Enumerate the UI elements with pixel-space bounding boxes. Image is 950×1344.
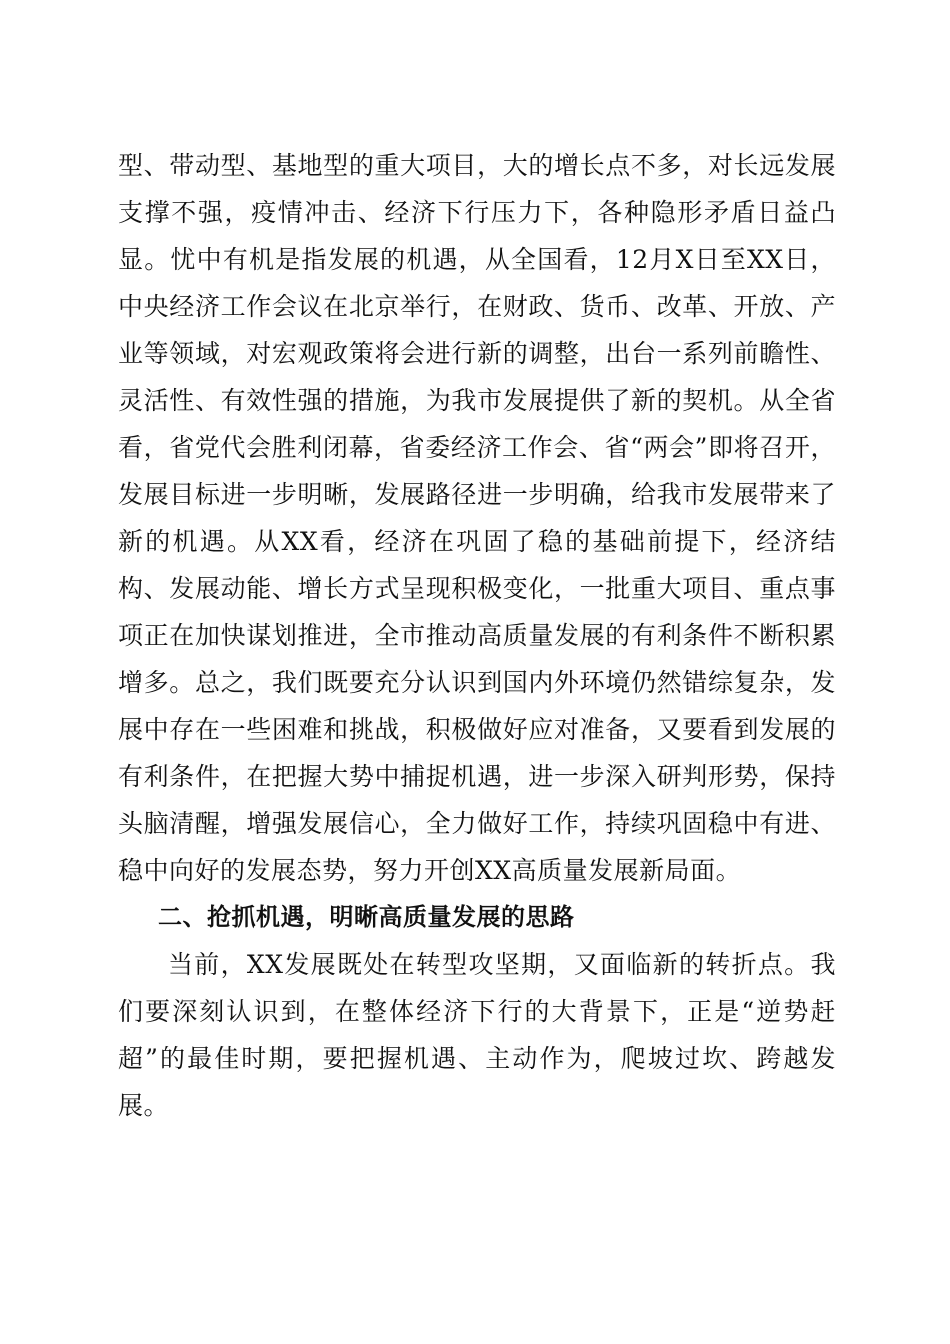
section-heading: 二、抢抓机遇，明晰高质量发展的思路	[158, 903, 575, 931]
body-paragraph-continued: 型、带动型、基地型的重大项目，大的增长点不多，对长远发展支撑不强，疫情冲击、经济下行压力下，各种隐形矛盾日益凸显。忧中有机是指发展的机遇，从全国看，12月X日至XX日，中央经济工作会议在北京举行，在财政、货币、改革、开放、产业等领域，对宏观政策将会进行新的调整，出台一系列前瞻性、灵活性、有效性强的措施，为我市发展提供了新的契机。从全省看，省党代会胜利闭幕，省委经济工作会、省“两会”即将召开，发展目标进一步明晰，发展路径进一步明确，给我市发展带来了新的机遇。从XX看，经济在巩固了稳的基础前提下，经济结构、发展动能、增长方式呈现积极变化，一批重大项目、重点事项正在加快谋划推进，全市推动高质量发展的有利条件不断积累增多。总之，我们既要充分认识到国内外环境仍然错综复杂，发展中存在一些困难和挑战，积极做好应对准备，又要看到发展的有利条件，在把握大势中捕捉机遇，进一步深入研判形势，保持头脑清醒，增强发展信心，全力做好工作，持续巩固稳中有进、稳中向好的发展态势，努力开创XX高质量发展新局面。	[118, 151, 836, 885]
document-body	[118, 142, 836, 1129]
body-paragraph: 当前，XX发展既处在转型攻坚期，又面临新的转折点。我们要深刻认识到，在整体经济下行的大背景下，正是“逆势赶超”的最佳时期，要把握机遇、主动作为，爬坡过坎、跨越发展。	[118, 950, 836, 1120]
